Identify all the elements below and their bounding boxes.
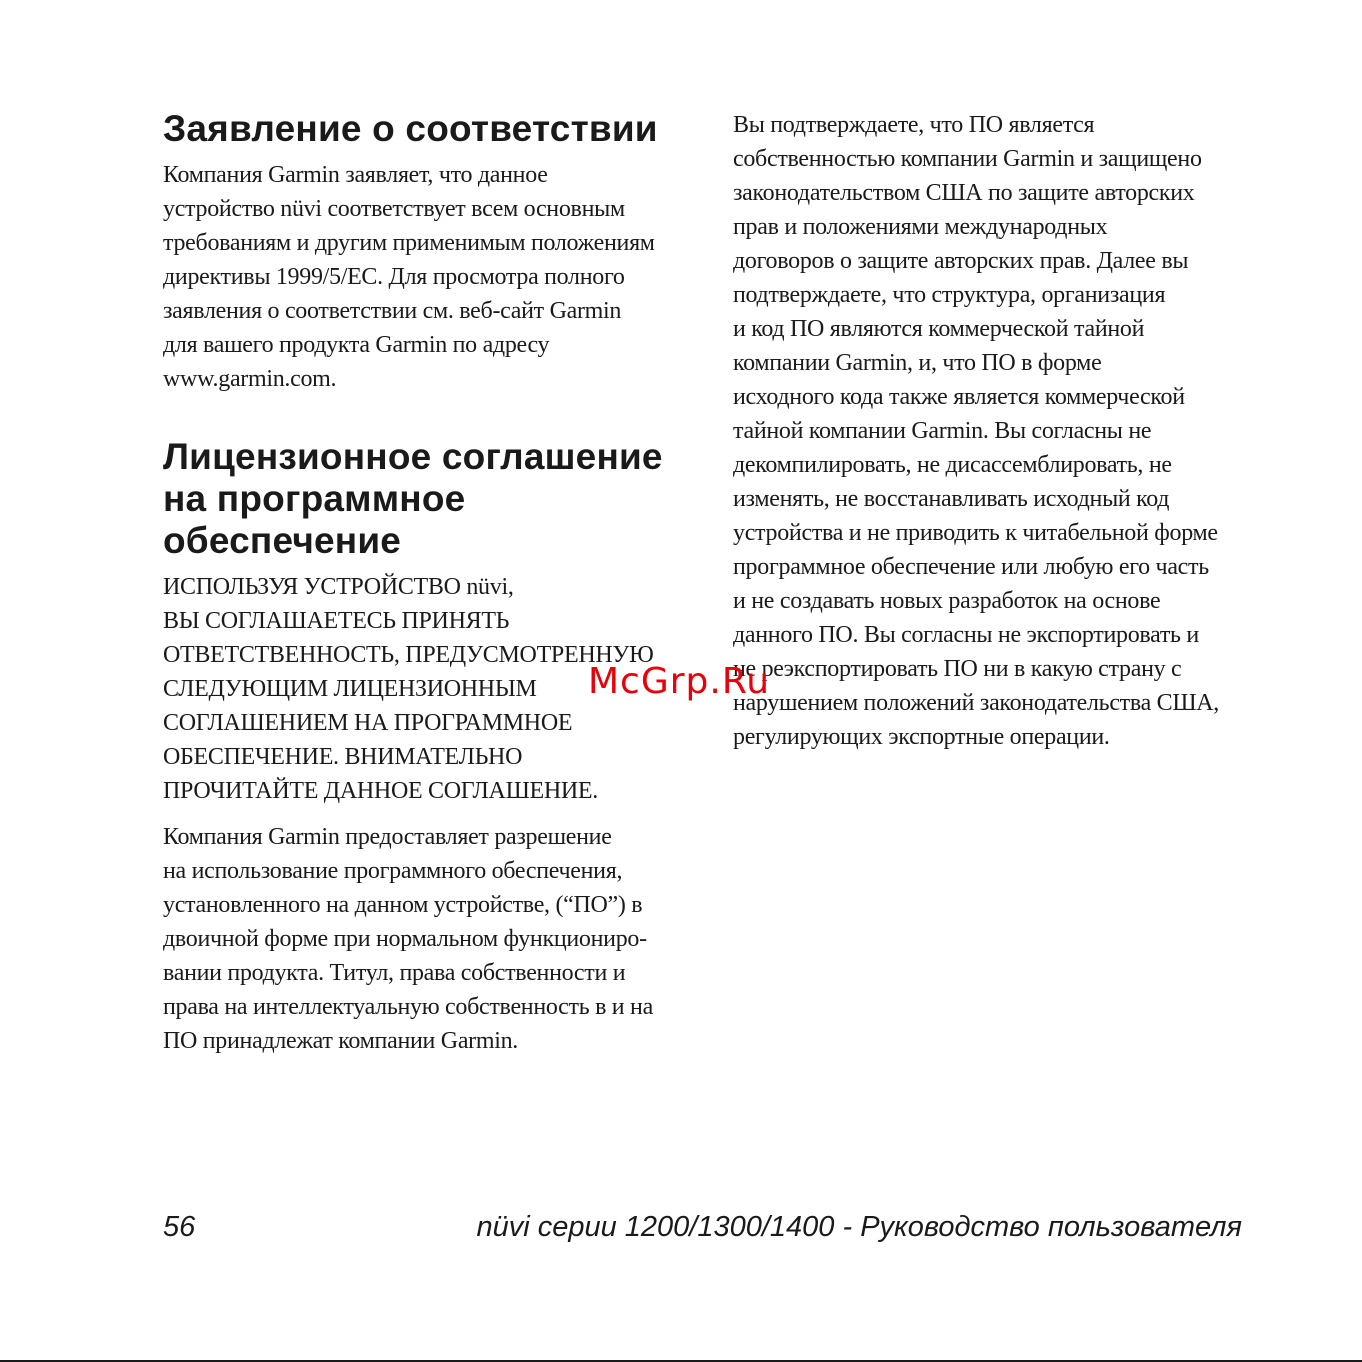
text-line: СОГЛАШЕНИЕМ НА ПРОГРАММНОЕ <box>163 710 573 736</box>
heading-license-agreement <box>163 436 673 562</box>
paragraph-declaration <box>163 158 673 396</box>
text-line: заявления о соответствии см. веб-сайт Garmin <box>163 298 622 324</box>
text-line: www.garmin.com. <box>163 366 337 392</box>
text-line: обеспечение <box>163 520 402 561</box>
text-line: исходного кода также является коммерческой <box>733 384 1185 410</box>
text-line: устройства и не приводить к читабельной форме <box>733 520 1218 546</box>
watermark-logo: McGrp.Ru <box>588 661 771 702</box>
heading-declaration: Заявление о соответствии <box>163 108 658 149</box>
text-line: прав и положениями международных <box>733 214 1108 240</box>
text-line: ВЫ СОГЛАШАЕТЕСЬ ПРИНЯТЬ <box>163 608 510 634</box>
paragraph-ownership <box>733 108 1238 754</box>
text-line: ПРОЧИТАЙТЕ ДАННОЕ СОГЛАШЕНИЕ. <box>163 778 598 804</box>
text-line: ПО принадлежат компании Garmin. <box>163 1028 519 1054</box>
text-line: тайной компании Garmin. Вы согласны не <box>733 418 1152 444</box>
text-line: компании Garmin, и, что ПО в форме <box>733 350 1102 376</box>
text-line: Компания Garmin заявляет, что данное <box>163 162 548 188</box>
footer-manual-title: nüvi серии 1200/1300/1400 - Руководство пользователя <box>476 1211 1242 1243</box>
text-line: директивы 1999/5/EC. Для просмотра полного <box>163 264 625 290</box>
text-line: для вашего продукта Garmin по адресу <box>163 332 550 358</box>
text-line: законодательством США по защите авторских <box>733 180 1195 206</box>
text-line: Вы подтверждаете, что ПО является <box>733 112 1095 138</box>
text-line: на использование программного обеспечения, <box>163 858 623 884</box>
text-line: программное обеспечение или любую его часть <box>733 554 1209 580</box>
text-line: Компания Garmin предоставляет разрешение <box>163 824 612 850</box>
text-line: данного ПО. Вы согласны не экспортировать и <box>733 622 1199 648</box>
text-line: подтверждаете, что структура, организация <box>733 282 1166 308</box>
text-line: собственностью компании Garmin и защищено <box>733 146 1202 172</box>
text-line: не реэкспортировать ПО ни в какую страну с <box>733 656 1182 682</box>
text-line: и код ПО являются коммерческой тайной <box>733 316 1145 342</box>
text-line: и не создавать новых разработок на основе <box>733 588 1161 614</box>
text-line: регулирующих экспортные операции. <box>733 724 1110 750</box>
text-line: установленного на данном устройстве, (“ПО”) в <box>163 892 643 918</box>
text-line: Лицензионное соглашение <box>163 436 663 477</box>
text-line: договоров о защите авторских прав. Далее вы <box>733 248 1189 274</box>
text-line: вании продукта. Титул, права собственности и <box>163 960 626 986</box>
text-line: декомпилировать, не дисассемблировать, не <box>733 452 1172 478</box>
text-line: права на интеллектуальную собственность в и на <box>163 994 653 1020</box>
text-line: нарушением положений законодательства США, <box>733 690 1219 716</box>
text-line: ИСПОЛЬЗУЯ УСТРОЙСТВО nüvi, <box>163 574 514 600</box>
text-line: двоичной форме при нормальном функциониро- <box>163 926 647 952</box>
text-line: ОБЕСПЕЧЕНИЕ. ВНИМАТЕЛЬНО <box>163 744 523 770</box>
text-line: ОТВЕТСТВЕННОСТЬ, ПРЕДУСМОТРЕННУЮ <box>163 642 654 668</box>
text-line: на программное <box>163 478 466 519</box>
paragraph-license-grant <box>163 820 673 1058</box>
left-column <box>163 108 673 1058</box>
text-line: устройство nüvi соответствует всем основным <box>163 196 625 222</box>
text-line: СЛЕДУЮЩИМ ЛИЦЕНЗИОННЫМ <box>163 676 537 702</box>
text-line: изменять, не восстанавливать исходный код <box>733 486 1170 512</box>
page-number: 56 <box>163 1211 196 1243</box>
text-line: требованиям и другим применимым положениям <box>163 230 655 256</box>
right-column <box>733 108 1238 754</box>
